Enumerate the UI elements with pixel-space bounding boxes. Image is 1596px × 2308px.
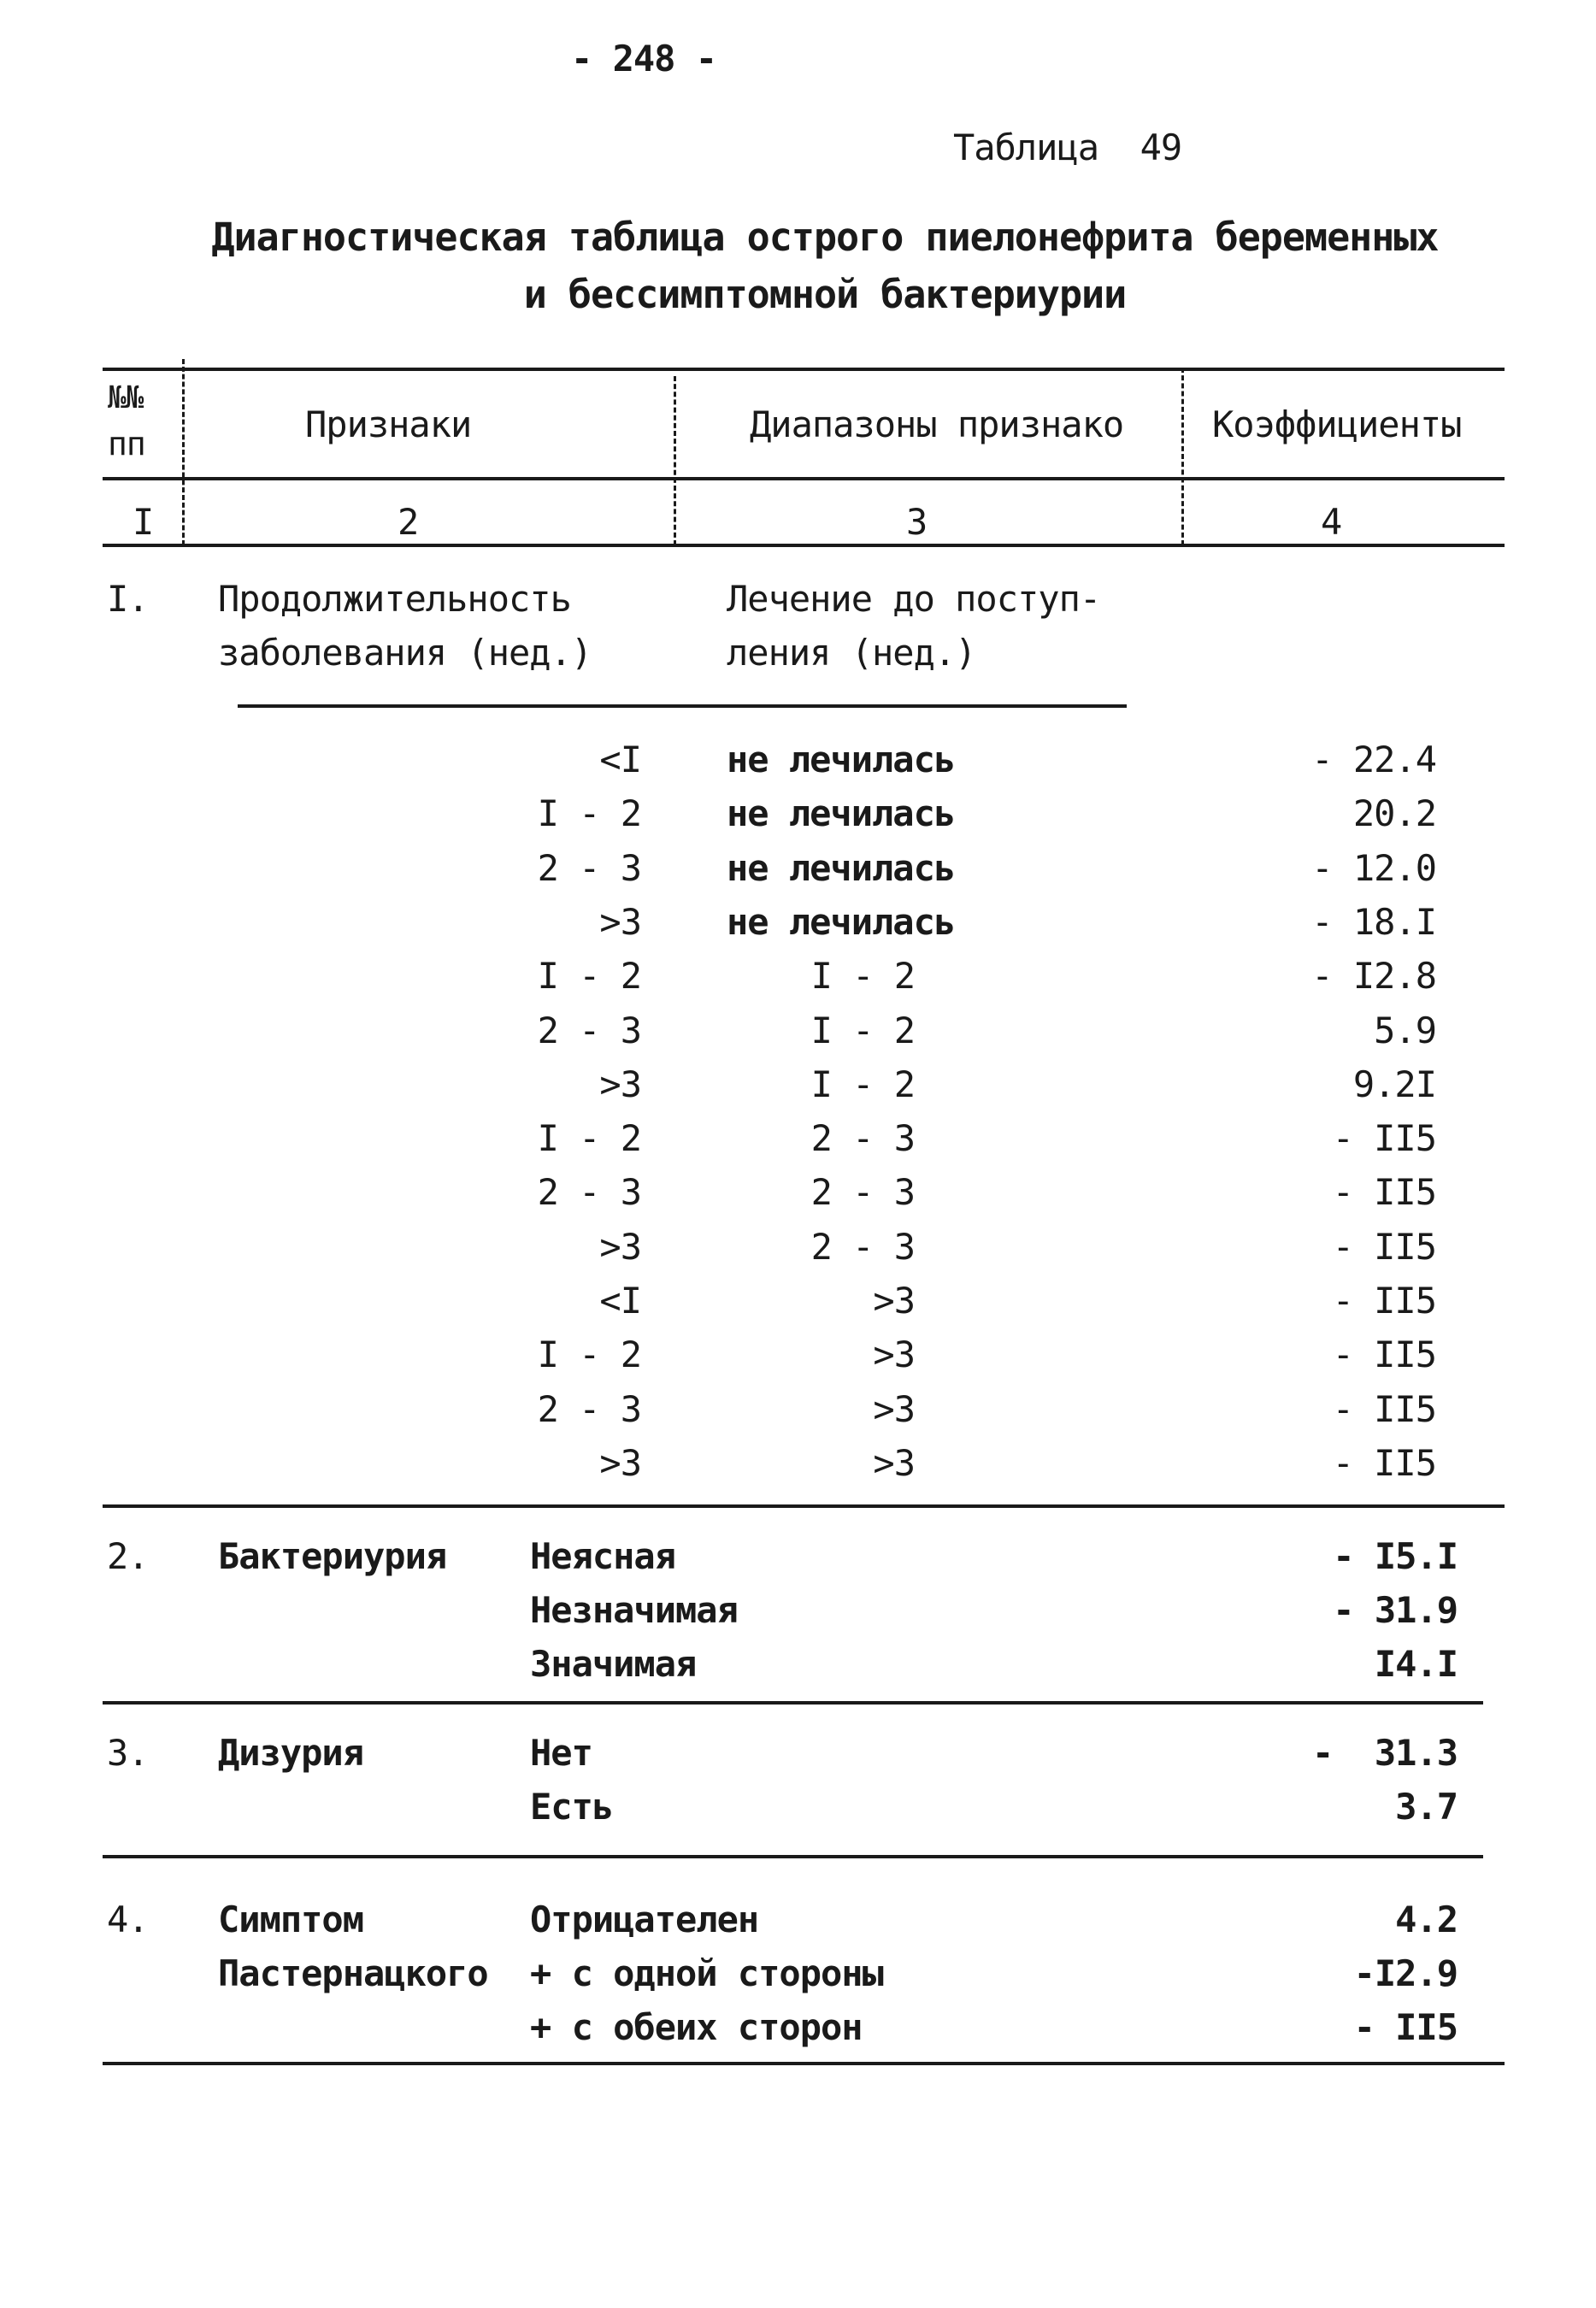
section4-range: + с обеих сторон [530, 2006, 863, 2048]
section1-treatment: >3 [873, 1334, 915, 1375]
section1-treatment: I - 2 [810, 1063, 915, 1105]
section3-number: 3. [107, 1732, 149, 1774]
section1-treatment: не лечилась [727, 739, 956, 780]
section1-duration: I - 2 [537, 792, 641, 834]
section4-bottom-rule [103, 2062, 1505, 2065]
header-col1-line2: пп [108, 425, 145, 462]
section4-sign-line2: Пастернацкого [218, 1952, 488, 1994]
table-title-line1: Диагностическая таблица острого пиелонефрита беременных [211, 215, 1439, 260]
section1-treatment: >3 [873, 1388, 915, 1430]
section1-duration: I - 2 [537, 955, 641, 997]
table-label: Таблица 49 [953, 127, 1182, 168]
header-num-4: 4 [1321, 501, 1342, 543]
number-row-rule [103, 544, 1505, 547]
section1-duration: >3 [599, 1442, 641, 1484]
section1-duration: >3 [599, 1063, 641, 1105]
section1-treatment: 2 - 3 [810, 1117, 915, 1159]
section4-coef: -I2.9 [1353, 1952, 1458, 1994]
section2-range: Неясная [530, 1535, 676, 1577]
section3-bottom-rule [103, 1855, 1483, 1858]
section2-coef: - 31.9 [1333, 1589, 1458, 1631]
section1-coef: 9.2I [1352, 1063, 1436, 1105]
section1-treatment: I - 2 [810, 955, 915, 997]
section1-treatment: >3 [873, 1280, 915, 1322]
section2-number: 2. [107, 1535, 149, 1577]
section1-coef: 20.2 [1352, 792, 1436, 834]
header-num-2: 2 [398, 501, 419, 543]
section1-duration: 2 - 3 [537, 1171, 641, 1213]
section1-coef: - II5 [1332, 1280, 1436, 1322]
section1-bottom-rule [103, 1504, 1505, 1508]
header-num-1: I [133, 501, 154, 543]
section1-duration: 2 - 3 [537, 847, 641, 889]
table-title-line2: и бессимптомной бактериурии [523, 272, 1127, 317]
section1-number: I. [107, 578, 149, 620]
header-bottom-rule [103, 477, 1505, 480]
table-top-rule [103, 368, 1505, 371]
section1-treatment: 2 - 3 [810, 1226, 915, 1268]
section1-treatment: I - 2 [810, 1010, 915, 1051]
section1-range-line1: Лечение до поступ- [727, 578, 1101, 620]
section1-range-line2: ления (нед.) [727, 632, 976, 674]
section1-duration: <I [599, 1280, 641, 1322]
section1-coef: 5.9 [1374, 1010, 1436, 1051]
section2-coef: - I5.I [1333, 1535, 1458, 1577]
section2-range: Незначимая [530, 1589, 738, 1631]
section1-duration: 2 - 3 [537, 1388, 641, 1430]
section3-sign: Дизурия [218, 1732, 364, 1774]
section2-sign: Бактериурия [218, 1535, 447, 1577]
section1-coef: - II5 [1332, 1117, 1436, 1159]
section3-range: Нет [530, 1732, 592, 1774]
section4-coef: - II5 [1353, 2006, 1458, 2048]
header-divider-1 [182, 359, 185, 545]
section4-sign-line1: Симптом [218, 1899, 364, 1940]
section1-coef: - 12.0 [1311, 847, 1436, 889]
section1-subheader-rule [238, 704, 1127, 708]
section1-coef: - 18.I [1311, 901, 1436, 943]
header-col2: Признаки [305, 403, 472, 445]
section4-number: 4. [107, 1899, 149, 1940]
header-num-3: 3 [906, 501, 928, 543]
header-divider-3 [1181, 368, 1184, 545]
section1-treatment: не лечилась [727, 847, 956, 889]
header-col4: Коэффициенты [1212, 403, 1462, 445]
section1-duration: I - 2 [537, 1334, 641, 1375]
section1-treatment: >3 [873, 1442, 915, 1484]
section1-coef: - II5 [1332, 1334, 1436, 1375]
section1-sign-line2: заболевания (нед.) [218, 632, 592, 674]
section4-range: + с одной стороны [530, 1952, 883, 1994]
section1-coef: - I2.8 [1311, 955, 1436, 997]
section1-coef: - II5 [1332, 1442, 1436, 1484]
section1-duration: 2 - 3 [537, 1010, 641, 1051]
section1-duration: I - 2 [537, 1117, 641, 1159]
section1-treatment: 2 - 3 [810, 1171, 915, 1213]
section2-range: Значимая [530, 1643, 697, 1685]
section1-coef: - II5 [1332, 1171, 1436, 1213]
section1-coef: - II5 [1332, 1388, 1436, 1430]
section3-range: Есть [530, 1786, 614, 1828]
page-number: - 248 - [571, 38, 717, 79]
section1-treatment: не лечилась [727, 792, 956, 834]
section1-duration: >3 [599, 901, 641, 943]
section1-coef: - II5 [1332, 1226, 1436, 1268]
header-col3: Диапазоны признако [750, 403, 1124, 445]
section1-sign-line1: Продолжительность [218, 578, 571, 620]
section1-coef: - 22.4 [1311, 739, 1436, 780]
section2-coef: I4.I [1374, 1643, 1458, 1685]
header-divider-2 [674, 376, 676, 545]
section4-range: Отрицателен [530, 1899, 759, 1940]
section2-bottom-rule [103, 1701, 1483, 1705]
section3-coef: - 31.3 [1311, 1732, 1458, 1774]
section1-duration: >3 [599, 1226, 641, 1268]
section1-duration: <I [599, 739, 641, 780]
section3-coef: 3.7 [1395, 1786, 1458, 1828]
section4-coef: 4.2 [1395, 1899, 1458, 1940]
section1-treatment: не лечилась [727, 901, 956, 943]
header-col1-line1: №№ [108, 380, 144, 415]
